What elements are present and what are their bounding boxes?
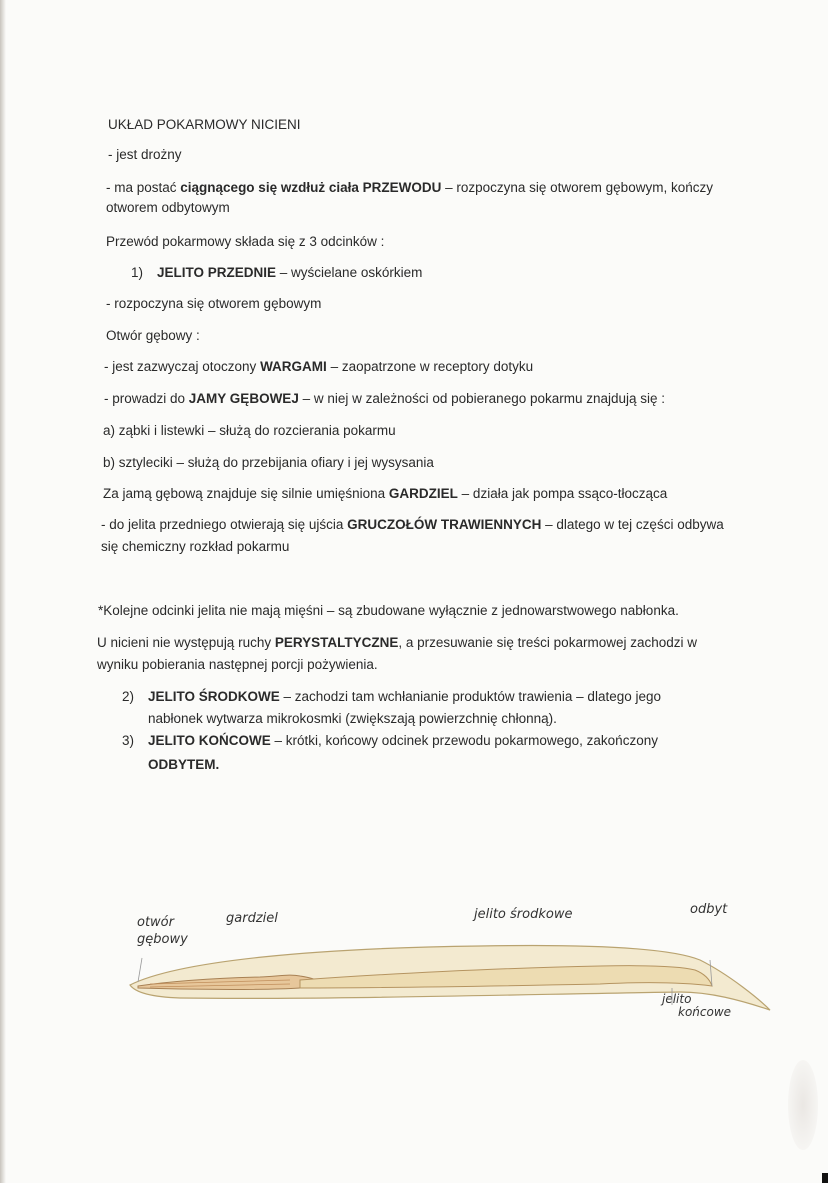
text-line: - prowadzi do JAMY GĘBOWEJ – w niej w zależności od pobieranego pokarmu znajdują się : <box>104 391 666 406</box>
text-line: U nicieni nie występują ruchy PERYSTALTYCZNE, a przesuwanie się treści pokarmowej zachodzi w <box>97 635 697 650</box>
label-otwor: otwór <box>137 915 174 930</box>
label-jelito: jelito <box>662 992 692 1006</box>
text-line: otworem odbytowym <box>106 200 230 215</box>
paper-smudge <box>788 1060 818 1150</box>
label-gebowy: gębowy <box>137 932 188 947</box>
text-line: się chemiczny rozkład pokarmu <box>101 539 290 554</box>
list-item: 1) JELITO PRZEDNIE – wyścielane oskórkiem <box>131 265 423 280</box>
text-line: ODBYTEM. <box>148 757 220 772</box>
text-line: Przewód pokarmowy składa się z 3 odcinków : <box>106 234 385 249</box>
text-line: - jest zazwyczaj otoczony WARGAMI – zaopatrzone w receptory dotyku <box>104 359 534 374</box>
text-line: - do jelita przedniego otwierają się ujścia GRUCZOŁÓW TRAWIENNYCH – dlatego w tej części odbywa <box>101 517 724 532</box>
text-line: nabłonek wytwarza mikrokosmki (zwiększają powierzchnię chłonną). <box>148 711 557 726</box>
text-line: Za jamą gębową znajduje się silnie umięśniona GARDZIEL – działa jak pompa ssąco-tłocząca <box>103 486 668 501</box>
text-line: wyniku pobierania następnej porcji pożywienia. <box>97 657 378 672</box>
label-gardziel: gardziel <box>226 911 278 926</box>
text-line: a) ząbki i listewki – służą do rozcierania pokarmu <box>103 423 396 438</box>
text-line: *Kolejne odcinki jelita nie mają mięśni – są zbudowane wyłącznie z jednowarstwowego nabłonka. <box>98 603 679 618</box>
scan-corner-mark <box>822 1173 828 1183</box>
text-line: Otwór gębowy : <box>106 328 200 343</box>
nematode-diagram <box>120 930 780 1020</box>
list-item: 3) JELITO KOŃCOWE – krótki, końcowy odcinek przewodu pokarmowego, zakończony <box>122 733 658 748</box>
text-line: - jest drożny <box>108 147 182 162</box>
text-line: b) sztyleciki – służą do przebijania ofiary i jej wysysania <box>103 455 434 470</box>
text-line: - ma postać ciągnącego się wzdłuż ciała PRZEWODU – rozpoczyna się otworem gębowym, kończy <box>106 180 713 195</box>
label-odbyt: odbyt <box>690 902 728 917</box>
page-edge-shadow <box>0 0 6 1183</box>
mouth-pointer-line <box>138 958 142 982</box>
list-item: 2) JELITO ŚRODKOWE – zachodzi tam wchłanianie produktów trawienia – dlatego jego <box>122 689 661 704</box>
page-title: UKŁAD POKARMOWY NICIENI <box>108 117 301 132</box>
label-jelito-srodkowe: jelito środkowe <box>474 907 573 922</box>
label-koncowe: końcowe <box>678 1005 732 1019</box>
text-line: - rozpoczyna się otworem gębowym <box>106 296 322 311</box>
